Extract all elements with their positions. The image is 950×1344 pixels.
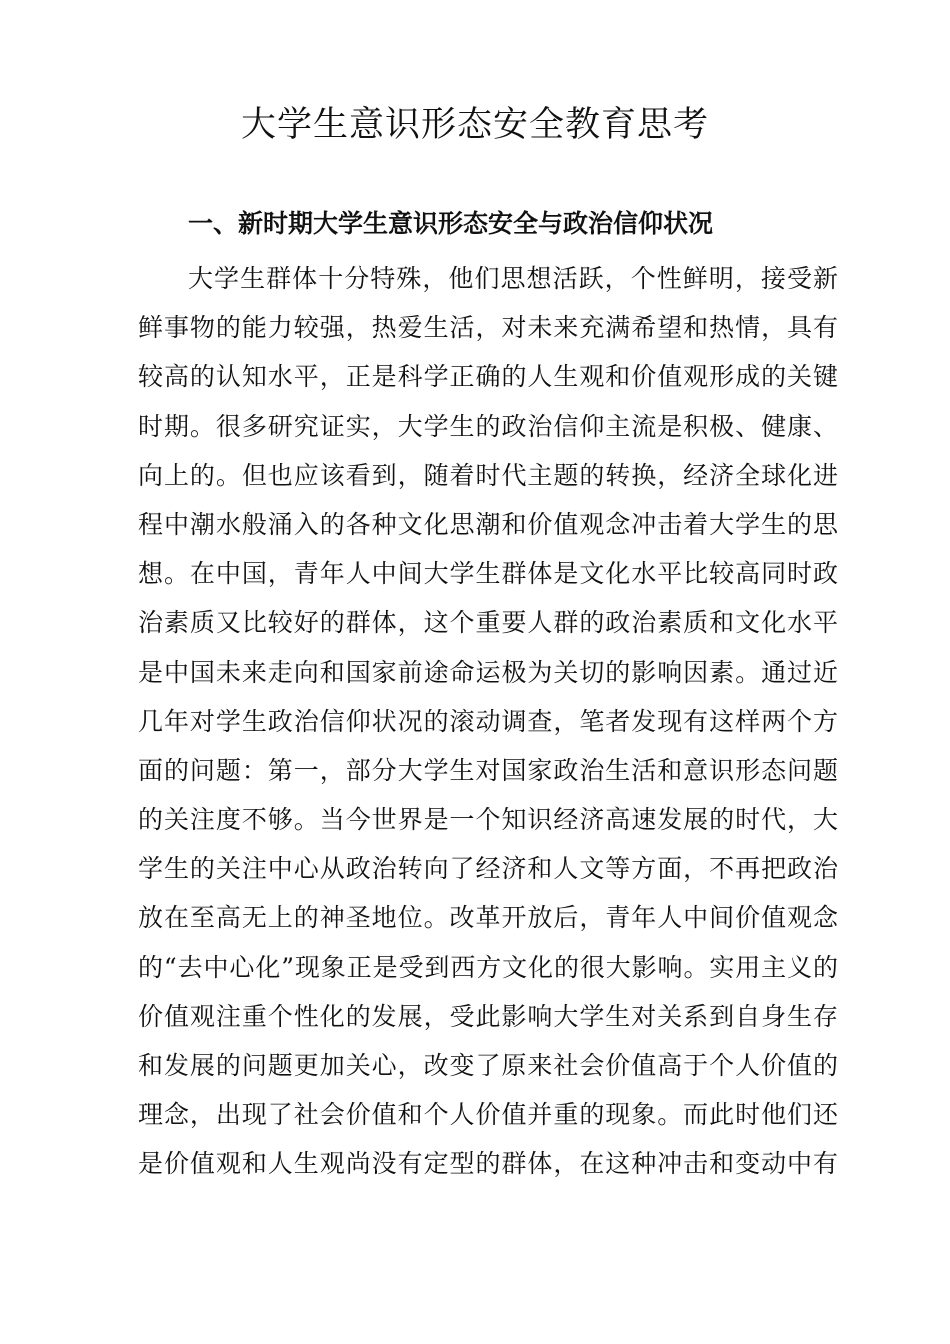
paragraph-line: 时期。很多研究证实，大学生的政治信仰主流是积极、健康、	[138, 411, 838, 441]
paragraph-line: 是中国未来走向和国家前途命运极为关切的影响因素。通过近	[138, 657, 838, 687]
paragraph-line: 是价值观和人生观尚没有定型的群体，在这种冲击和变动中有	[138, 1149, 838, 1179]
paragraph-line: 理念，出现了社会价值和个人价值并重的现象。而此时他们还	[138, 1100, 838, 1130]
paragraph-line: 想。在中国，青年人中间大学生群体是文化水平比较高同时政	[138, 559, 838, 589]
paragraph-line: 放在至高无上的神圣地位。改革开放后，青年人中间价值观念	[138, 903, 838, 933]
paragraph-line: 的“去中心化”现象正是受到西方文化的很大影响。实用主义的	[138, 952, 838, 982]
paragraph-line: 面的问题：第一，部分大学生对国家政治生活和意识形态问题	[138, 755, 838, 785]
paragraph-line: 向上的。但也应该看到，随着时代主题的转换，经济全球化进	[138, 460, 838, 490]
paragraph-line: 和发展的问题更加关心，改变了原来社会价值高于个人价值的	[138, 1051, 838, 1080]
paragraph-line: 程中潮水般涌入的各种文化思潮和价值观念冲击着大学生的思	[138, 509, 838, 539]
paragraph-line: 较高的认知水平，正是科学正确的人生观和价值观形成的关键	[138, 362, 838, 392]
section-heading: 一、新时期大学生意识形态安全与政治信仰状况	[188, 209, 714, 238]
paragraph-line: 鲜事物的能力较强，热爱生活，对未来充满希望和热情，具有	[138, 313, 838, 343]
paragraph-line: 治素质又比较好的群体，这个重要人群的政治素质和文化水平	[138, 608, 838, 638]
document-title: 大学生意识形态安全教育思考	[240, 105, 709, 145]
body-paragraph	[138, 254, 838, 1189]
paragraph-line: 价值观注重个性化的发展，受此影响大学生对关系到自身生存	[138, 1001, 838, 1031]
paragraph-line: 几年对学生政治信仰状况的滚动调查，笔者发现有这样两个方	[138, 706, 838, 736]
paragraph-line: 大学生群体十分特殊，他们思想活跃，个性鲜明，接受新	[188, 264, 838, 293]
paragraph-line: 学生的关注中心从政治转向了经济和人文等方面，不再把政治	[138, 854, 838, 884]
paragraph-line: 的关注度不够。当今世界是一个知识经济高速发展的时代，大	[138, 805, 838, 835]
